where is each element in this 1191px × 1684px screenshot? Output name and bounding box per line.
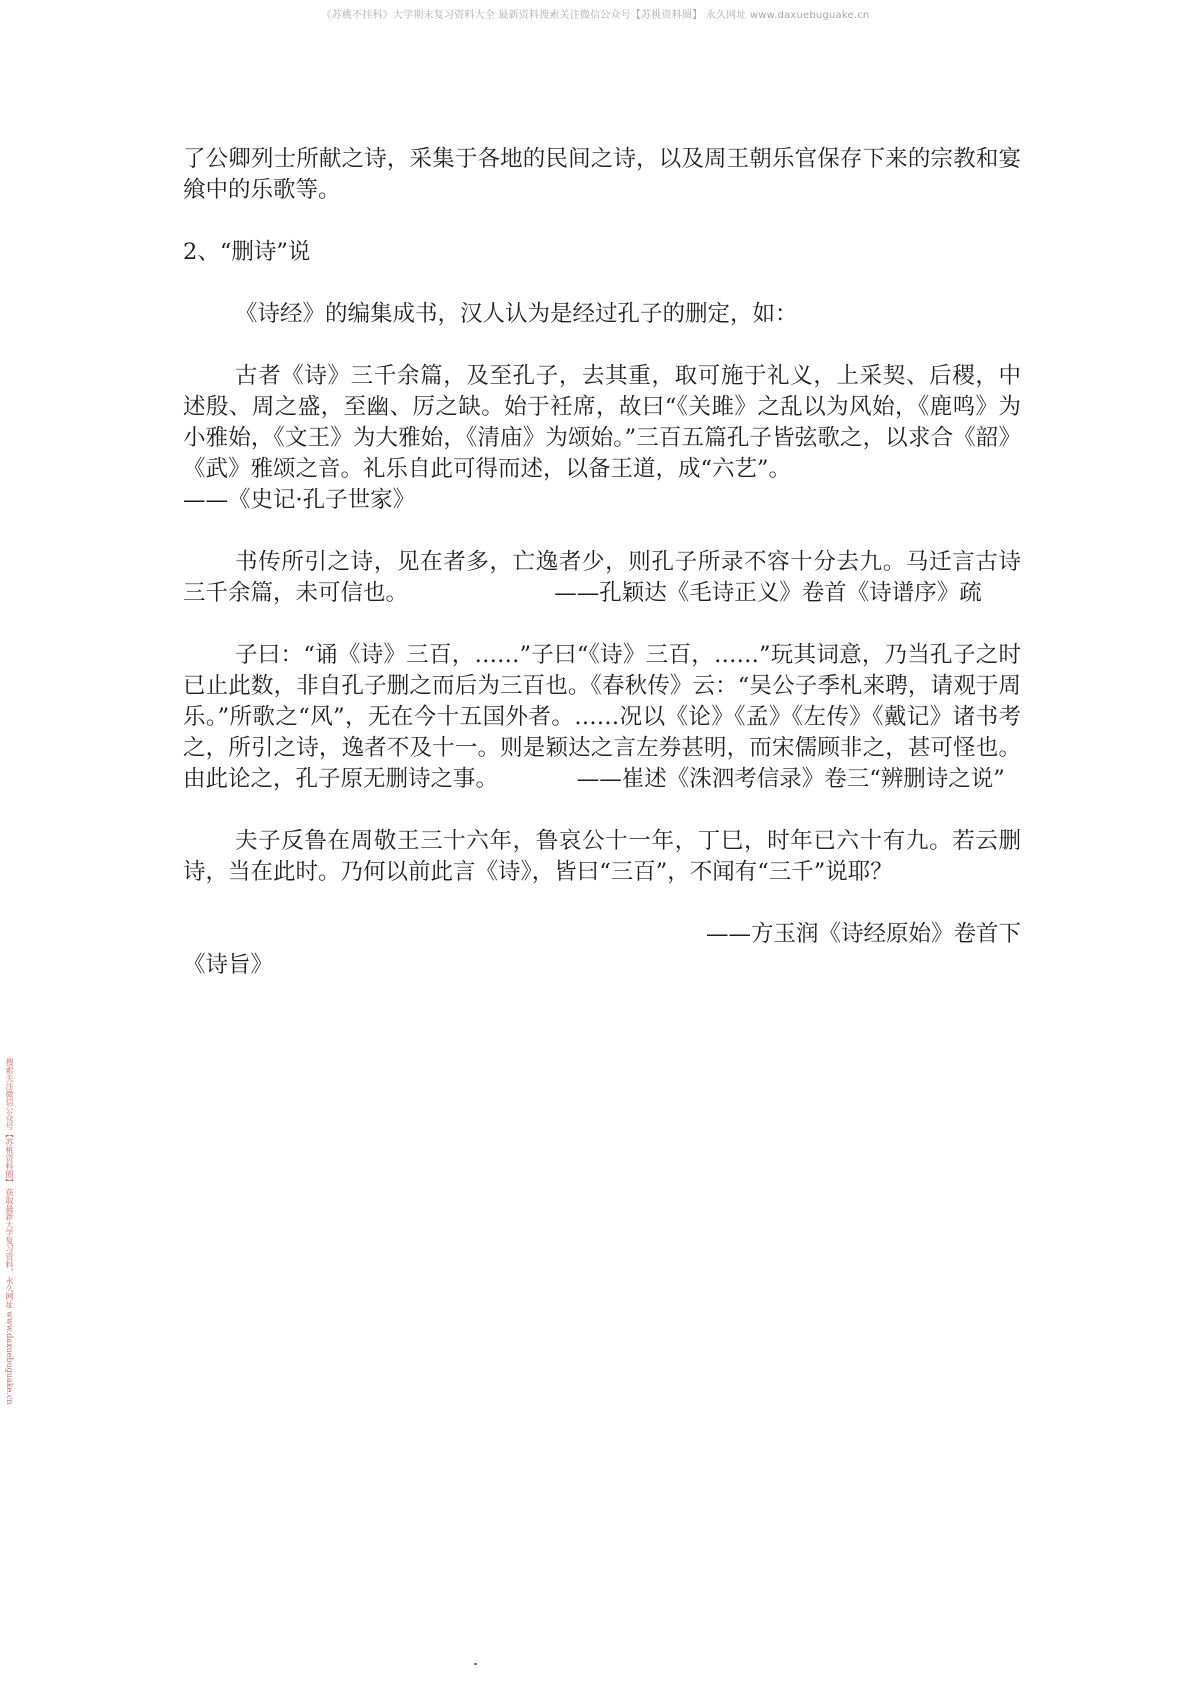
- paragraph-intro: 《诗经》的编集成书，汉人认为是经过孔子的删定，如：: [235, 301, 798, 327]
- quote-fang-yurun-source-title: 《诗旨》: [183, 952, 274, 978]
- document-body: [183, 144, 1021, 981]
- quote-fang-yurun: 夫子反鲁在周敬王三十六年，鲁哀公十一年，丁巳，时年已六十有九。若云删诗，当在此时。乃何以前此言《诗》，皆曰“三百”，不闻有“三千”说耶？: [183, 828, 1021, 885]
- side-watermark: 搜索关注微信公众号【苏桃资料圈】 获取最新大学复习资料，永久网址 www.daxuebuguake.cn: [5, 1058, 14, 1405]
- quote-shiji: 古者《诗》三千余篇，及至孔子，去其重，取可施于礼义，上采契、后稷，中述殷、周之盛，至幽、厉之缺。始于衽席，故曰“《关雎》之乱以为风始，《鹿鸣》为小雅始，《文王》为大雅始，《清庙》为颂始。”三百五篇孔子皆弦歌之，以求合《韶》《武》雅颂之音。礼乐自此可得而述，以备王道，成“六艺”。: [183, 363, 1021, 482]
- page-header-watermark: 《苏桃不挂科》大学期末复习资料大全 最新资料搜索关注微信公众号【苏桃资料圈】 永久网址 www.daxuebuguake.cn: [321, 10, 870, 21]
- page-footer-mark: [474, 1663, 477, 1665]
- quote-shiji-source: ——《史记·孔子世家》: [183, 487, 416, 513]
- quote-kong-yingda: 书传所引之诗，见在者多，亡逸者少，则孔子所录不容十分去九。马迁言古诗三千余篇，未可信也。 ——孔颖达《毛诗正义》卷首《诗谱序》疏: [183, 549, 1021, 606]
- quote-fang-yurun-source: ——方玉润《诗经原始》卷首下: [705, 921, 1021, 947]
- section-heading: 2、“删诗”说: [183, 239, 311, 265]
- paragraph-continuation: 了公卿列士所献之诗，采集于各地的民间之诗，以及周王朝乐官保存下来的宗教和宴飨中的乐歌等。: [183, 146, 1021, 203]
- quote-cui-shu: 子曰：“诵《诗》三百，……”子曰“《诗》三百，……”玩其词意，乃当孔子之时已止此数，非自孔子删之而后为三百也。《春秋传》云：“吴公子季札来聘，请观于周乐。”所歌之“风”，无在今十五国外者。……况以《论》《孟》《左传》《戴记》诸书考之，所引之诗，逸者不及十一。则是颖达之言左券甚明，而宋儒顾非之，甚可怪也。由此论之，孔子原无删诗之事。 ——崔述《洙泗考信录》卷三“辨删诗之说”: [183, 642, 1021, 792]
